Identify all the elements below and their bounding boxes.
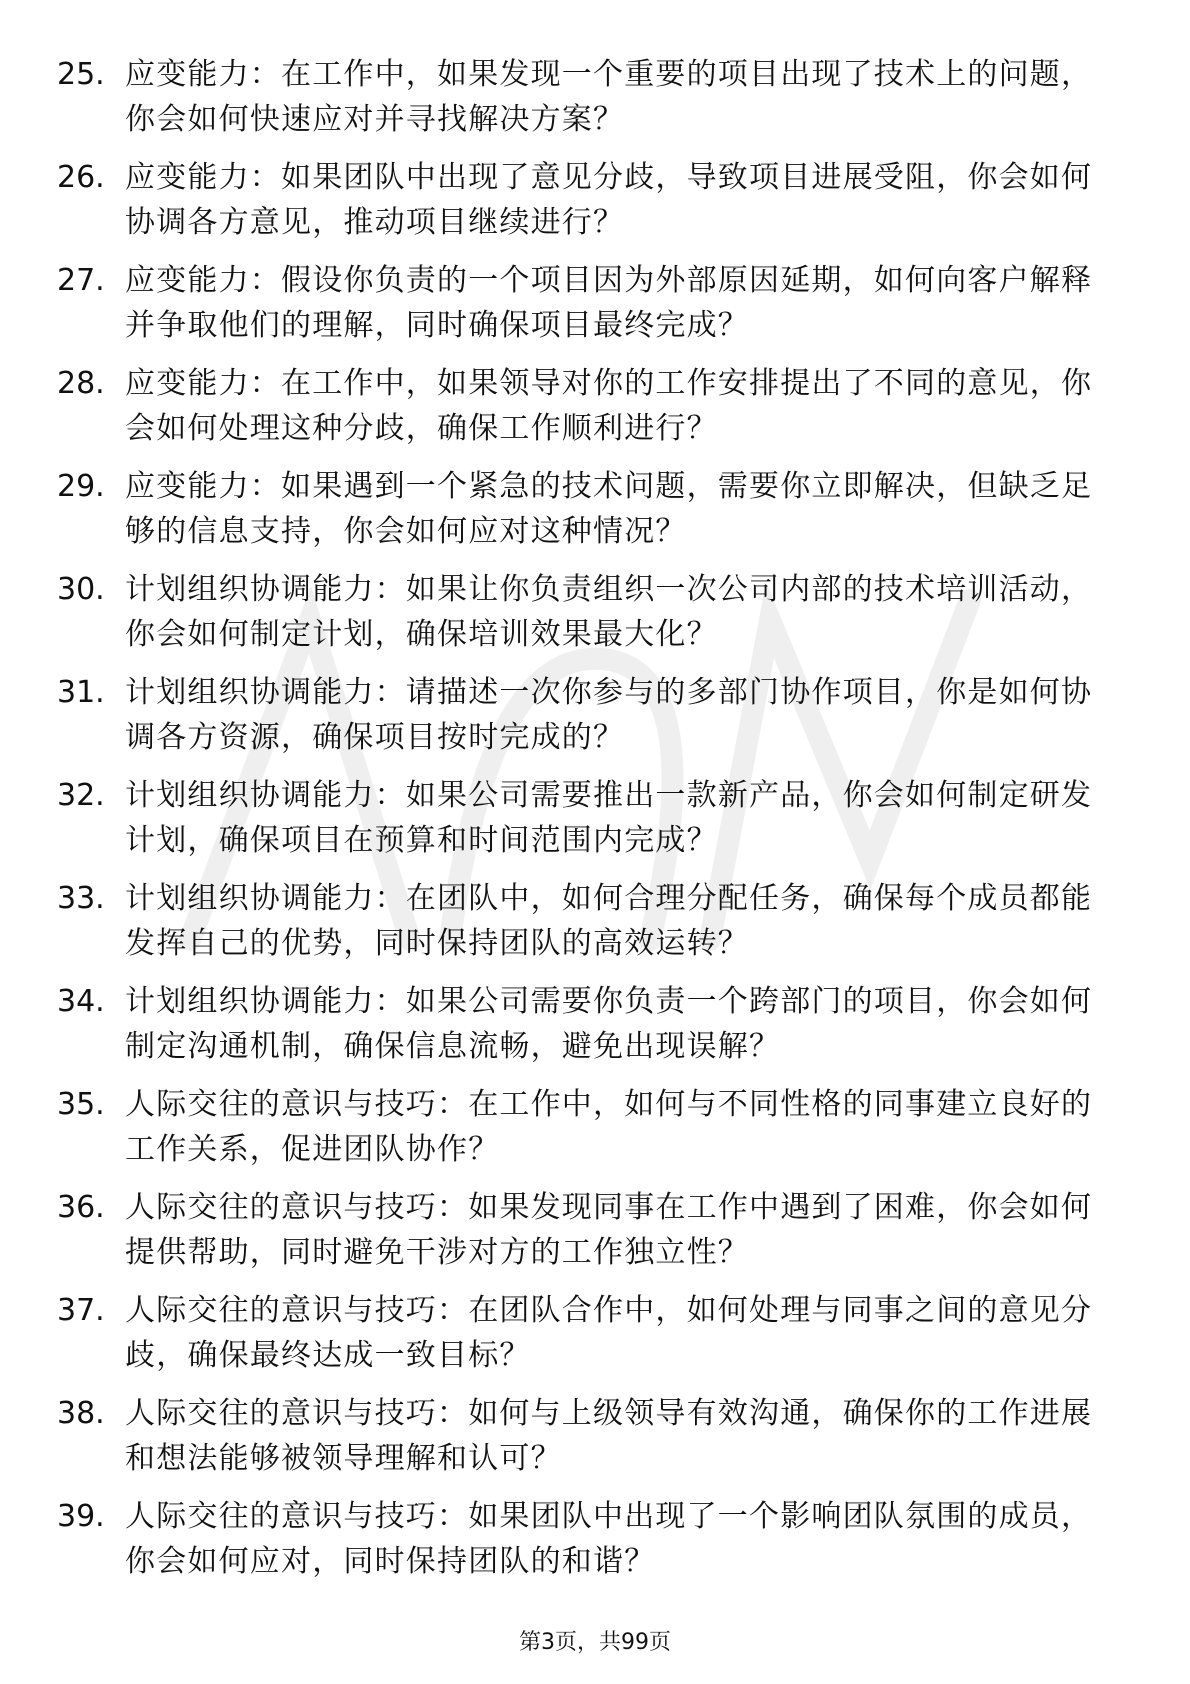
question-number: 25. [57, 57, 105, 92]
question-text: 应变能力：如果团队中出现了意见分歧，导致项目进展受阻，你会如何协调各方意见，推动项目继续进行？ [125, 160, 1093, 240]
question-number: 32. [57, 778, 105, 813]
question-text: 人际交往的意识与技巧：如果团队中出现了一个影响团队氛围的成员，你会如何应对，同时保持团队的和谐？ [125, 1499, 1093, 1579]
list-item [0, 155, 1190, 258]
list-item [0, 979, 1190, 1082]
question-number: 39. [57, 1499, 105, 1534]
question-number: 33. [57, 881, 105, 916]
question-text: 应变能力：假设你负责的一个项目因为外部原因延期，如何向客户解释并争取他们的理解，同时确保项目最终完成？ [125, 263, 1093, 343]
question-number: 27. [57, 263, 105, 298]
question-text: 应变能力：在工作中，如果领导对你的工作安排提出了不同的意见，你会如何处理这种分歧，确保工作顺利进行？ [125, 366, 1093, 446]
question-number: 34. [57, 984, 105, 1019]
question-number: 38. [57, 1396, 105, 1431]
page-footer: 第3页，共99页 [519, 1630, 671, 1655]
question-text: 计划组织协调能力：如果让你负责组织一次公司内部的技术培训活动，你会如何制定计划，确保培训效果最大化？ [125, 572, 1093, 652]
list-item [0, 1494, 1190, 1597]
list-item [0, 773, 1190, 876]
list-item [0, 361, 1190, 464]
list-item [0, 876, 1190, 979]
question-number: 26. [57, 160, 105, 195]
question-number: 31. [57, 675, 105, 710]
list-item [0, 567, 1190, 670]
question-text: 应变能力：如果遇到一个紧急的技术问题，需要你立即解决，但缺乏足够的信息支持，你会如何应对这种情况？ [125, 469, 1093, 549]
question-text: 应变能力：在工作中，如果发现一个重要的项目出现了技术上的问题，你会如何快速应对并寻找解决方案？ [125, 57, 1093, 137]
question-text: 计划组织协调能力：如果公司需要推出一款新产品，你会如何制定研发计划，确保项目在预算和时间范围内完成？ [125, 778, 1093, 858]
question-number: 35. [57, 1087, 105, 1122]
question-number: 30. [57, 572, 105, 607]
question-text: 人际交往的意识与技巧：在工作中，如何与不同性格的同事建立良好的工作关系，促进团队协作？ [125, 1087, 1093, 1167]
question-text: 计划组织协调能力：如果公司需要你负责一个跨部门的项目，你会如何制定沟通机制，确保信息流畅，避免出现误解？ [125, 984, 1093, 1064]
question-number: 28. [57, 366, 105, 401]
question-text: 计划组织协调能力：请描述一次你参与的多部门协作项目，你是如何协调各方资源，确保项目按时完成的？ [125, 675, 1093, 755]
list-item [0, 258, 1190, 361]
question-text: 计划组织协调能力：在团队中，如何合理分配任务，确保每个成员都能发挥自己的优势，同时保持团队的高效运转？ [125, 881, 1093, 961]
question-number: 29. [57, 469, 105, 504]
question-text: 人际交往的意识与技巧：在团队合作中，如何处理与同事之间的意见分歧，确保最终达成一致目标？ [125, 1293, 1093, 1373]
list-item [0, 464, 1190, 567]
list-item [0, 52, 1190, 155]
list-item [0, 1185, 1190, 1288]
question-text: 人际交往的意识与技巧：如果发现同事在工作中遇到了困难，你会如何提供帮助，同时避免干涉对方的工作独立性？ [125, 1190, 1093, 1270]
list-item [0, 1288, 1190, 1391]
list-item [0, 1082, 1190, 1185]
question-text: 人际交往的意识与技巧：如何与上级领导有效沟通，确保你的工作进展和想法能够被领导理解和认可？ [125, 1396, 1093, 1476]
list-item [0, 1391, 1190, 1494]
list-item [0, 670, 1190, 773]
question-number: 37. [57, 1293, 105, 1328]
question-number: 36. [57, 1190, 105, 1225]
question-list [0, 52, 1190, 1597]
